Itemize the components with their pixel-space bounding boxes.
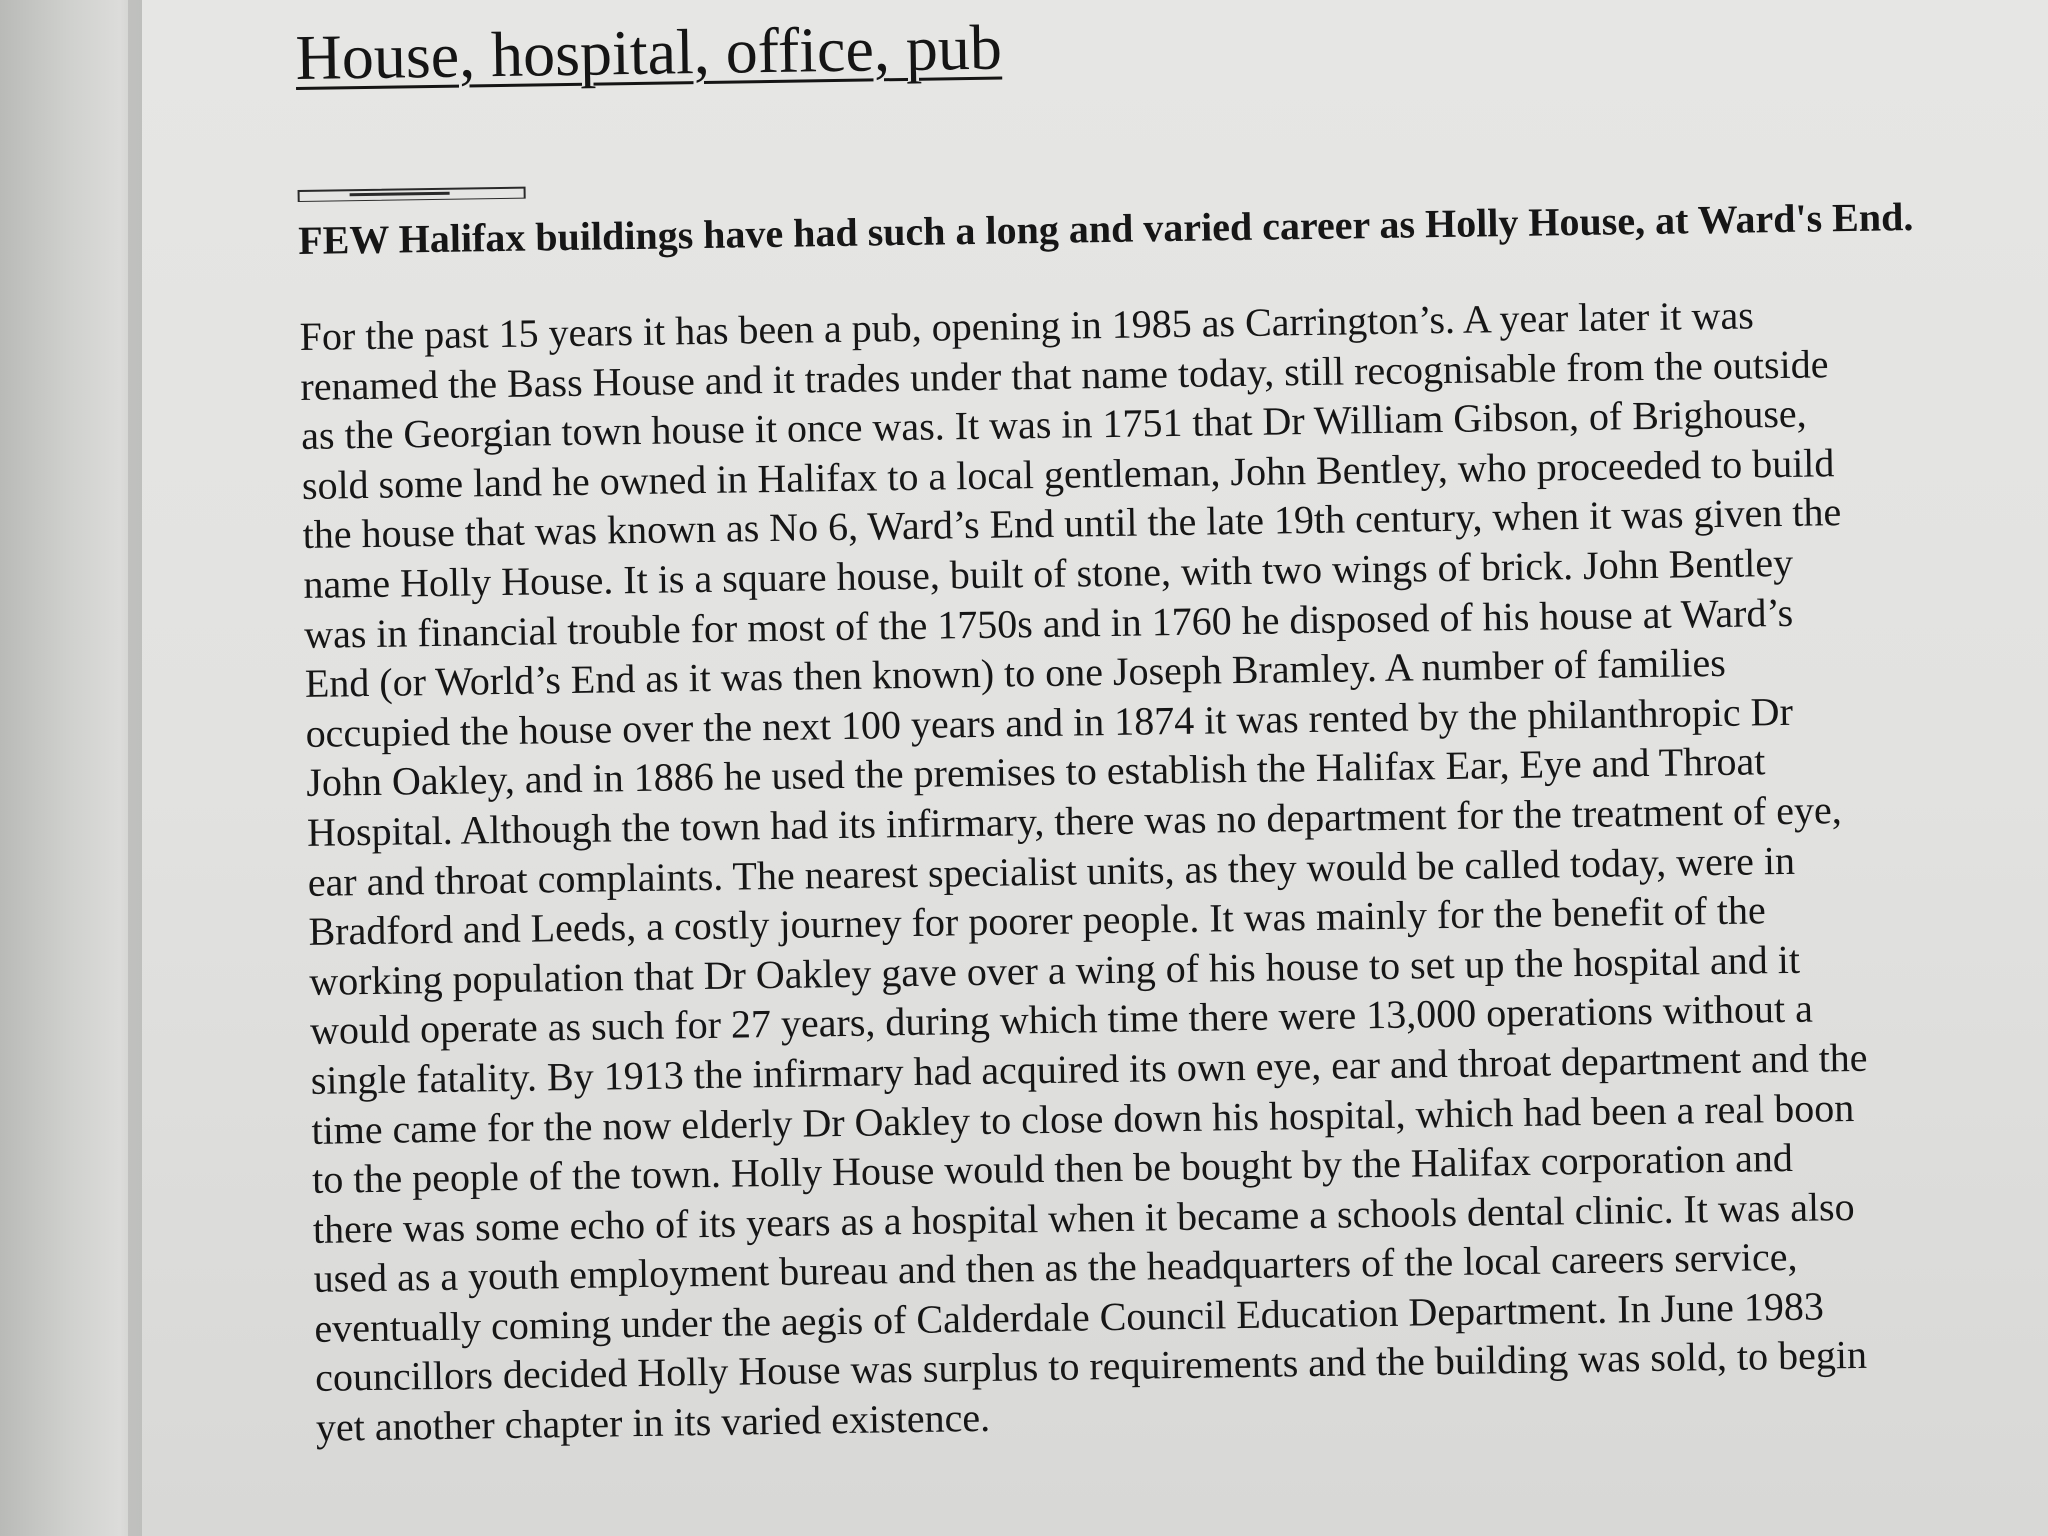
book-page — [142, 0, 2048, 1536]
body-line: End (or World’s End as it was then known) to one Joseph Bramley. A number of families — [304, 640, 1727, 707]
body-line: the house that was known as No 6, Ward’s End until the late 19th century, when it was given the — [302, 489, 1842, 558]
body-line: occupied the house over the next 100 years and in 1874 it was rented by the philanthropic Dr — [305, 688, 1794, 756]
body-line: ear and throat complaints. The nearest specialist units, as they would be called today, were in — [307, 837, 1796, 905]
body-line: used as a youth employment bureau and then as the headquarters of the local careers service, — [313, 1234, 1798, 1302]
body-line: For the past 15 years it has been a pub, opening in 1985 as Carrington’s. A year later it was — [299, 292, 1755, 359]
body-line: would operate as such for 27 years, during which time there were 13,000 operations without a — [309, 985, 1814, 1054]
article — [295, 0, 2016, 1452]
body-line: Bradford and Leeds, a costly journey for poorer people. It was mainly for the benefit of the — [308, 887, 1767, 955]
decorative-rule — [298, 187, 526, 202]
body-line: time came for the now elderly Dr Oakley to close down his hospital, which had been a real boon — [311, 1084, 1855, 1153]
lead-paragraph: FEW Halifax buildings have had such a long and varied career as Holly House, at Ward's End. — [297, 194, 1914, 263]
article-title: House, hospital, office, pub — [295, 11, 1003, 93]
body-line: was in financial trouble for most of the 1750s and in 1760 he disposed of his house at Ward’s — [303, 589, 1794, 657]
body-paragraph — [299, 287, 2016, 1453]
body-line: as the Georgian town house it once was. It was in 1751 that Dr William Gibson, of Brighouse, — [300, 390, 1807, 459]
body-line: John Oakley, and in 1886 he used the premises to establish the Halifax Ear, Eye and Throat — [306, 738, 1766, 806]
body-line: councillors decided Holly House was surplus to requirements and the building was sold, to begin — [314, 1332, 1868, 1401]
body-line: renamed the Bass House and it trades under that name today, still recognisable from the outside — [300, 340, 1829, 409]
body-line: there was some echo of its years as a hospital when it became a schools dental clinic. It was also — [312, 1183, 1855, 1252]
body-line: eventually coming under the aegis of Calderdale Council Education Department. In June 1983 — [314, 1283, 1825, 1351]
body-line: yet another chapter in its varied existence. — [315, 1394, 991, 1450]
body-line: working population that Dr Oakley gave over a wing of his house to set up the hospital and it — [308, 936, 1801, 1004]
body-line: name Holly House. It is a square house, built of stone, with two wings of brick. John Bentley — [303, 539, 1794, 607]
facing-page-bleed-text — [6, 60, 146, 210]
body-line: to the people of the town. Holly House would then be bought by the Halifax corporation and — [311, 1135, 1794, 1202]
body-line: sold some land he owned in Halifax to a local gentleman, John Bentley, who proceeded to build — [301, 439, 1835, 508]
body-line: Hospital. Although the town had its infirmary, there was no department for the treatment of eye, — [306, 787, 1843, 855]
body-line: single fatality. By 1913 the infirmary had acquired its own eye, ear and throat department and the — [310, 1034, 1868, 1103]
